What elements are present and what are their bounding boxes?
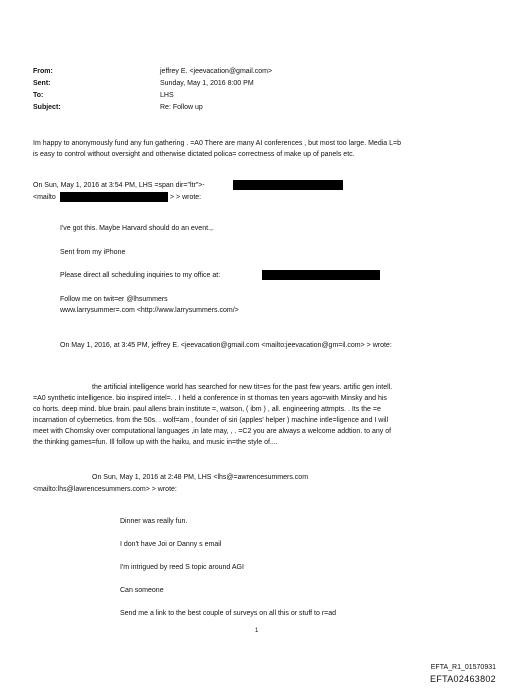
body-line: the artificial intelligence world has searched for new tit=es for the past few years. artific gen intell. [92, 384, 393, 391]
footer-id-primary: EFTA_R1_01570931 [430, 664, 496, 671]
redaction-bar [233, 180, 343, 190]
quote-header-line: <mailto:lhs@lawrencesummers.com> > wrote: [33, 486, 177, 493]
body-line: I've got this. Maybe Harvard should do an event.,. [60, 225, 214, 232]
subject-label: Subject: [33, 104, 61, 111]
body-line: co horts. deep mind. blue brain. paul allens brain institute =, watson, ( ibm ) , all. engineering attmpts. . Its the =e [33, 406, 381, 413]
body-line: Can someone [120, 587, 164, 594]
subject-value: Re: Follow up [160, 104, 203, 111]
body-line: I'm intrigued by reed S topic around AGI [120, 564, 244, 571]
quote-header-line: On May 1, 2016, at 3:45 PM, jeffrey E. <jeevacation@gmail.com <mailto:jeevacation@gm=il.com> > wrote: [60, 342, 392, 349]
body-line: is easy to control without oversight and otherwise dictated polica= correctness of make up of panels etc. [33, 151, 355, 158]
sent-label: Sent: [33, 80, 51, 87]
footer-id-secondary: EFTA02463802 [430, 674, 496, 684]
quote-header-line: On Sun, May 1, 2016 at 2:48 PM, LHS <lhs@=awrencesummers.com [92, 474, 309, 481]
body-line: =A0 synthetic intelligence. bio inspired intel=. . I held a conference in st thomas ten years ago=with Minsky and his [33, 395, 387, 402]
from-label: From: [33, 68, 53, 75]
to-label: To: [33, 92, 44, 99]
body-line: www.larrysummer=.com <http://www.larrysummers.com/> [60, 307, 239, 314]
body-line: Dinner was really fun. [120, 518, 188, 525]
from-value: jeffrey E. <jeevacation@gmail.com> [160, 68, 273, 75]
body-line: Please direct all scheduling inquiries to my office at: [60, 272, 221, 279]
body-line: meet with Chomsky over computational languages ,in late may, , . =C2 you are always a welcome addtion. to any of [33, 428, 392, 435]
body-line: I don't have Joi or Danny s email [120, 541, 222, 548]
body-line: Sent from my iPhone [60, 249, 126, 256]
page-number: 1 [255, 628, 259, 634]
quote-header-mailto: <mailto [33, 194, 56, 201]
sent-value: Sunday, May 1, 2016 8:00 PM [160, 80, 254, 87]
quote-header-line: On Sun, May 1, 2016 at 3:54 PM, LHS =span dir="ltr">- [33, 182, 205, 189]
body-line: the thinking games=fun. Ill follow up with the haiku, and music in=the style of.... [33, 439, 278, 446]
redaction-bar [60, 192, 168, 202]
to-value: LHS [160, 92, 174, 99]
redaction-bar [262, 270, 380, 280]
body-line: incarnation of cybernetics. from the 50s. . wolf=am , founder of siri (apples' helper ) machine intle=ligence and I will [33, 417, 389, 424]
body-line: Follow me on twit=er @lhsummers [60, 296, 168, 303]
body-line: Send me a link to the best couple of surveys on all this or stuff to r=ad [120, 610, 337, 617]
body-line: Im happy to anonymously fund any fun gathering . =A0 There are many AI conferences , but most too large. Media L=b [33, 140, 401, 147]
quote-header-wrote: > > wrote: [170, 194, 202, 201]
